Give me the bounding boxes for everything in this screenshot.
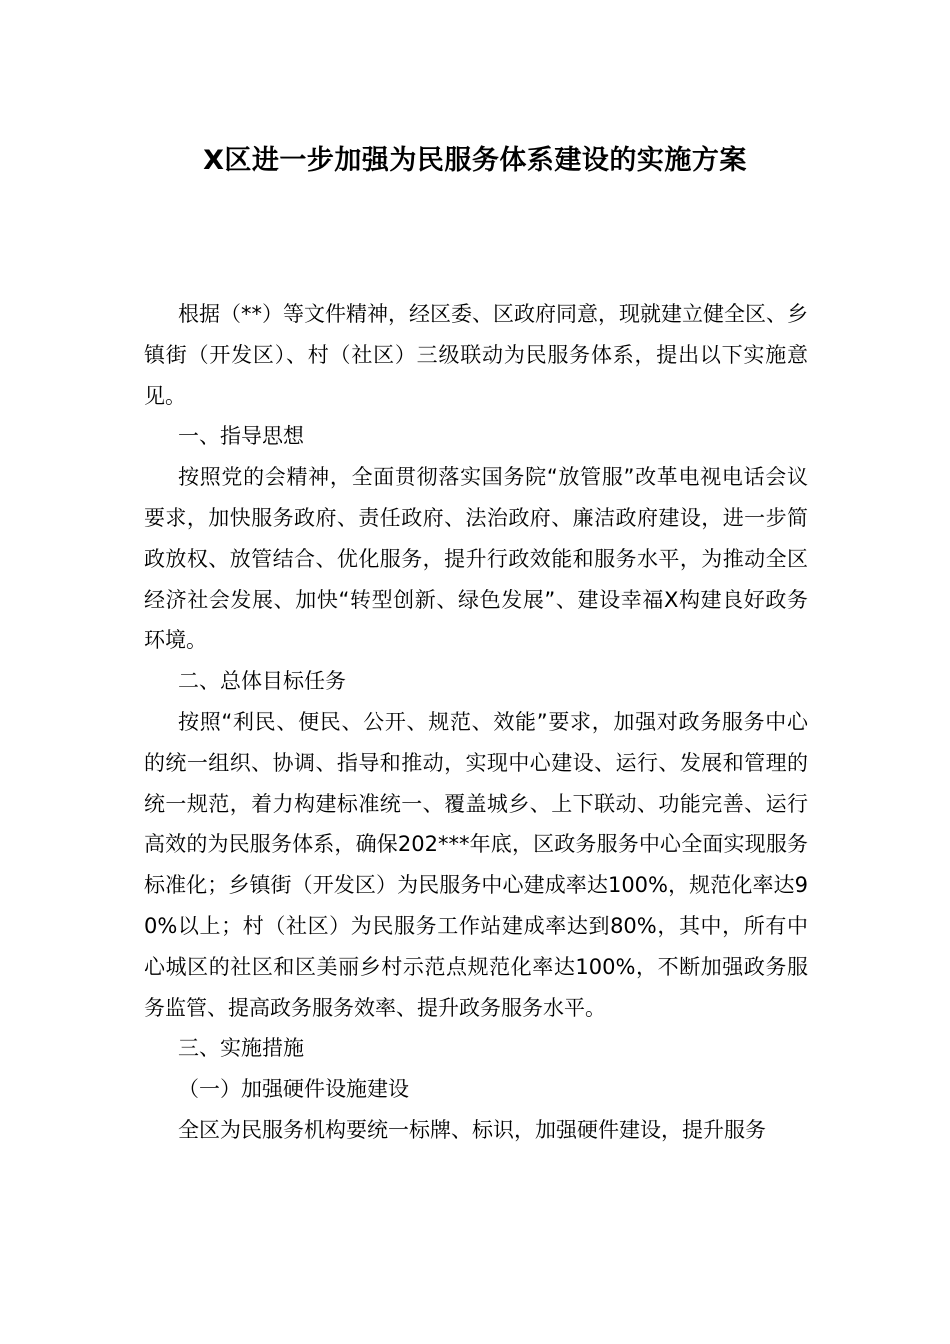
subsection-heading-hardware: （一）加强硬件设施建设 — [178, 1077, 409, 1102]
paragraph-overall-goals: 按照“利民、便民、公开、规范、效能”要求，加强对政务服务中心的统一组织、协调、指导和推动，实现中心建设、运行、发展和管理的统一规范，着力构建标准统一、覆盖城乡、上下联动、功能完善、运行高效的为民服务体系，确保202***年底，区政务服务中心全面实现服务标准化；乡镇街（开发区）为民服务中心建成率达100%，规范化率达90%以上；村（社区）为民服务工作站建成率达到80%，其中，所有中心城区的社区和区美丽乡村示范点规范化率达100%，不断加强政务服务监管、提高政务服务效率、提升政务服务水平。 — [144, 709, 808, 1020]
section-heading-measures: 三、实施措施 — [178, 1036, 304, 1061]
document-body — [144, 294, 808, 1151]
section-heading-guiding-ideology: 一、指导思想 — [178, 424, 304, 449]
paragraph-intro: 根据（**）等文件精神，经区委、区政府同意，现就建立健全区、乡镇街（开发区）、村（社区）三级联动为民服务体系，提出以下实施意见。 — [144, 302, 808, 408]
paragraph-guiding-ideology: 按照党的会精神，全面贯彻落实国务院“放管服”改革电视电话会议要求，加快服务政府、责任政府、法治政府、廉洁政府建设，进一步简政放权、放管结合、优化服务，提升行政效能和服务水平，为推动全区经济社会发展、加快“转型创新、绿色发展”、建设幸福X构建良好政务环境。 — [144, 465, 808, 653]
paragraph-hardware: 全区为民服务机构要统一标牌、标识，加强硬件建设，提升服务 — [178, 1117, 766, 1142]
document-title: X区进一步加强为民服务体系建设的实施方案 — [203, 145, 747, 176]
section-heading-overall-goals: 二、总体目标任务 — [178, 669, 346, 694]
